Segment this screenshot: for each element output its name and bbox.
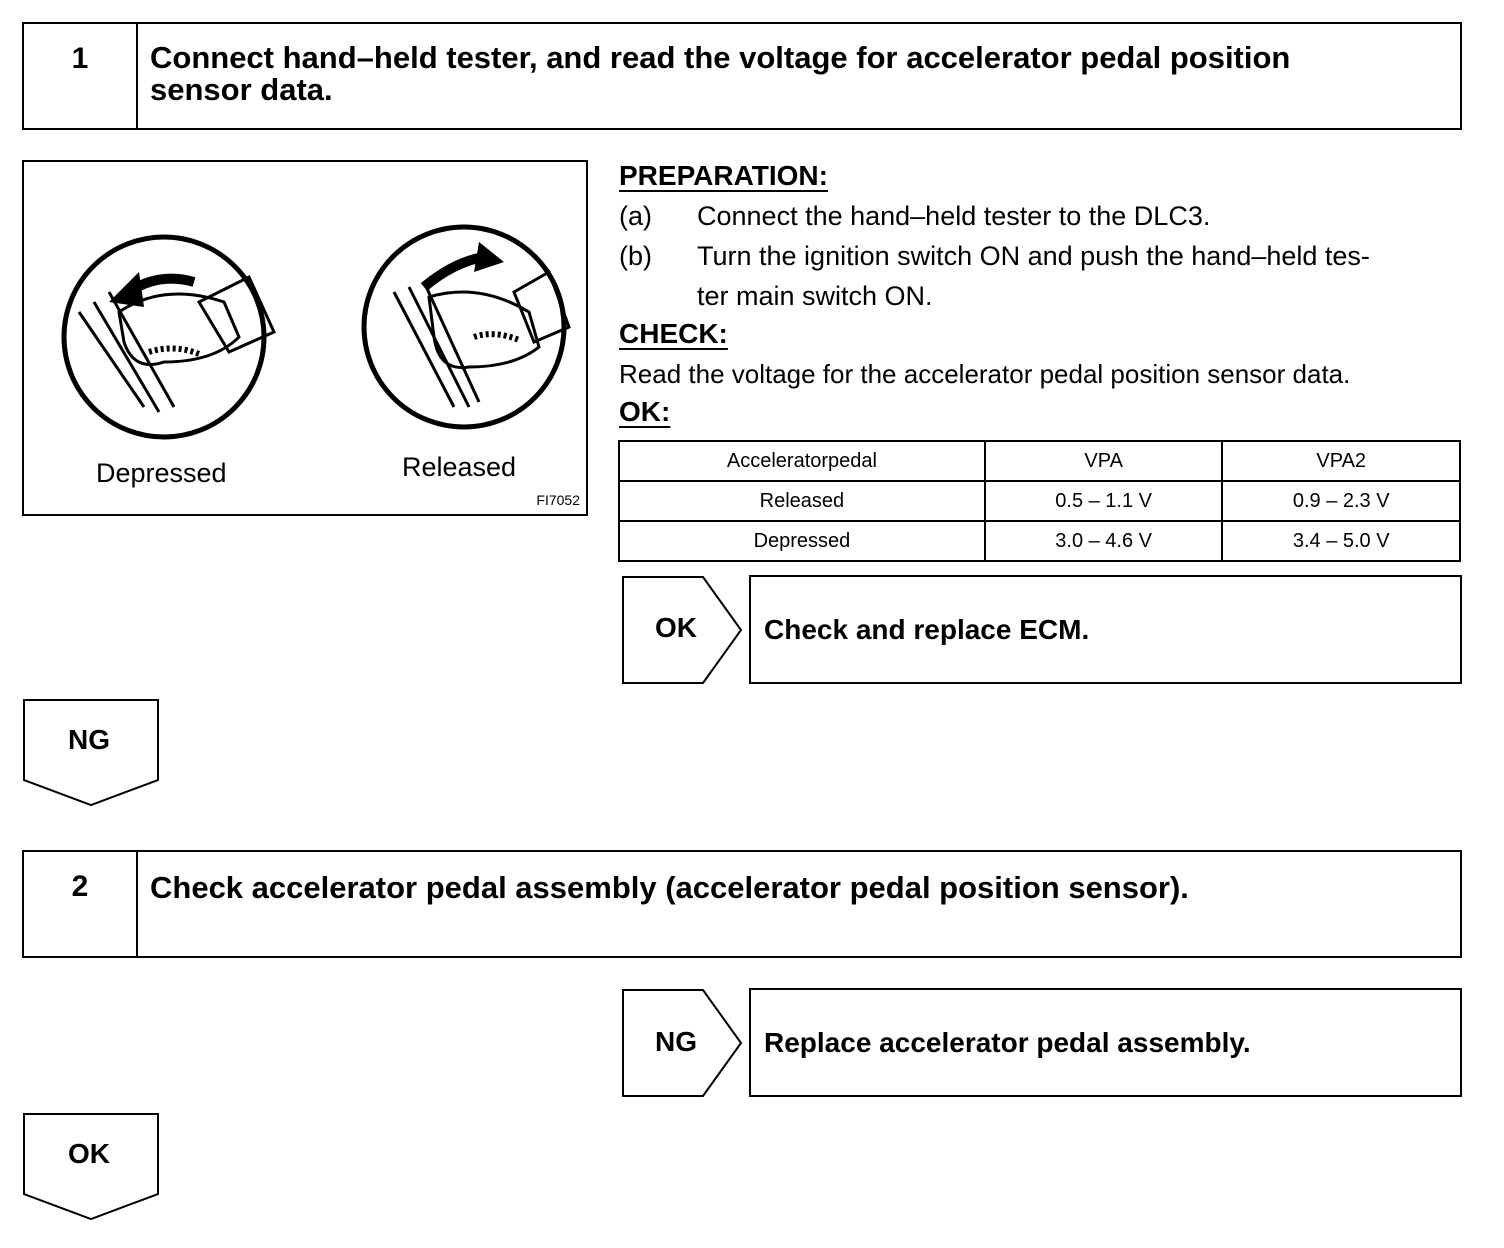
ok-flow-label: OK: [68, 1138, 110, 1169]
table-row: [619, 521, 1460, 561]
header-cell: VPA2: [1222, 441, 1460, 481]
step-title: [150, 42, 1440, 106]
result-replace-text: Replace accelerator pedal assembly.: [764, 1027, 1251, 1058]
ok-heading: OK:: [619, 396, 671, 427]
table-row: [619, 481, 1460, 521]
prep-text-a: Connect the hand–held tester to the DLC3.: [697, 201, 1211, 231]
check-text: Read the voltage for the accelerator pedal position sensor data.: [619, 359, 1351, 389]
table-cell: 3.0 – 4.6 V: [985, 521, 1223, 561]
step-number: 2: [24, 852, 138, 956]
step-2-box: [22, 850, 1462, 958]
table-cell: Depressed: [619, 521, 985, 561]
prep-text-b1: Turn the ignition switch ON and push the hand–held tes-: [697, 241, 1370, 271]
preparation-heading: PREPARATION:: [619, 160, 828, 191]
label-released: Released: [402, 452, 517, 482]
prep-marker-a: (a): [619, 201, 652, 231]
prep-marker-b: (b): [619, 241, 652, 271]
released-pedal-icon: [364, 227, 569, 427]
label-depressed: Depressed: [96, 458, 227, 488]
table-cell: 0.5 – 1.1 V: [985, 481, 1223, 521]
spec-table: [618, 440, 1461, 562]
table-header-row: [619, 441, 1460, 481]
result-ecm-text: Check and replace ECM.: [764, 614, 1090, 645]
pedal-illustration: [22, 160, 588, 516]
ng-result-label: NG: [655, 1026, 697, 1057]
prep-text-b2: ter main switch ON.: [697, 281, 933, 311]
check-heading: CHECK:: [619, 318, 728, 349]
step-title-line2: sensor data.: [150, 72, 333, 107]
ng-arrow-label: NG: [68, 724, 110, 755]
result-ecm-box: [749, 575, 1462, 684]
table-cell: 3.4 – 5.0 V: [1222, 521, 1460, 561]
depressed-pedal-icon: [64, 237, 274, 437]
ok-arrow-label: OK: [655, 612, 697, 643]
result-replace-box: [749, 988, 1462, 1097]
step-1-box: [22, 22, 1462, 130]
header-cell: Acceleratorpedal: [619, 441, 985, 481]
step-title-line1: Connect hand–held tester, and read the voltage for accelerator pedal position: [150, 40, 1291, 75]
header-cell: VPA: [985, 441, 1223, 481]
table-cell: 0.9 – 2.3 V: [1222, 481, 1460, 521]
step-title: Check accelerator pedal assembly (accelerator pedal position sensor).: [150, 870, 1189, 905]
table-cell: Released: [619, 481, 985, 521]
figure-code: FI7052: [536, 492, 580, 508]
step-number: 1: [24, 24, 138, 128]
